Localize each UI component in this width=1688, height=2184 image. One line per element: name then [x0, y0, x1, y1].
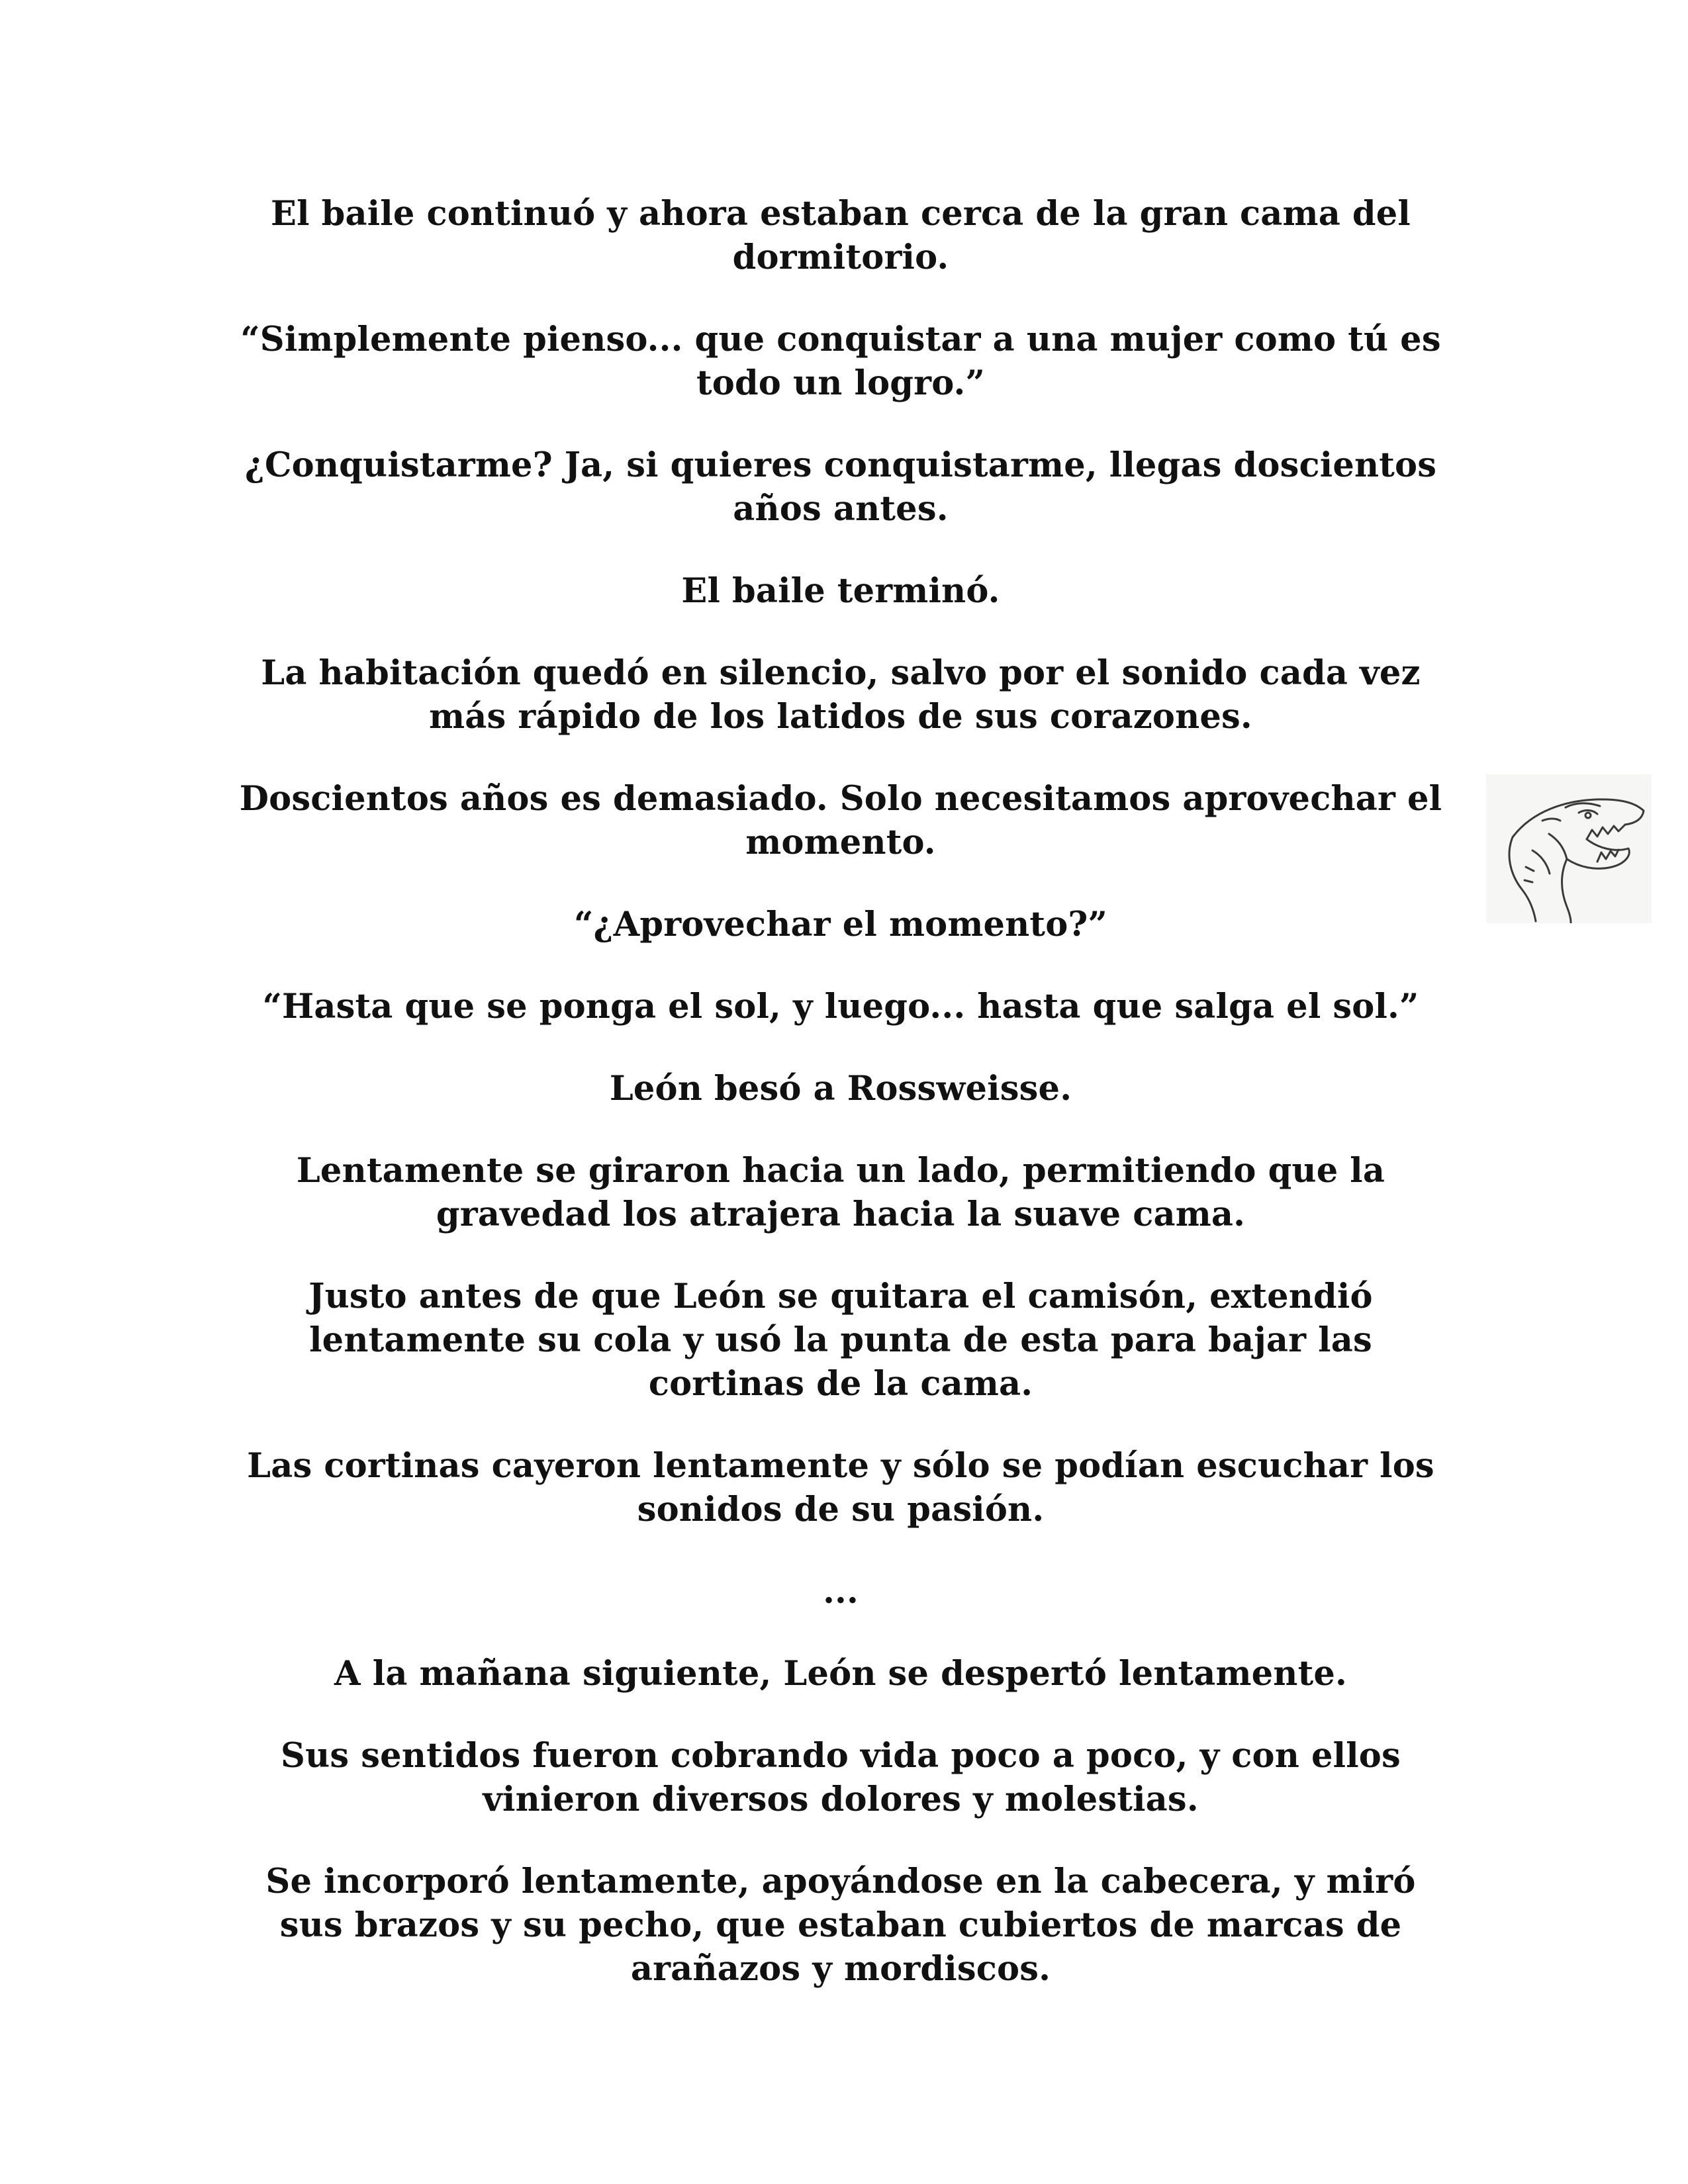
paragraph: El baile continuó y ahora estaban cerca de la gran cama del dormitorio.: [271, 194, 1411, 277]
scene-break: ...: [823, 1572, 859, 1612]
paragraph: Se incorporó lentamente, apoyándose en la cabecera, y miró sus brazos y su pecho, que estaban cubiertos de marcas de arañazos y mordiscos.: [265, 1862, 1416, 1989]
paragraph: Doscientos años es demasiado. Solo necesitamos aprovechar el momento.: [239, 779, 1442, 862]
paragraph: El baile terminó.: [681, 571, 1000, 611]
paragraph: Sus sentidos fueron cobrando vida poco a poco, y con ellos vinieron diversos dolores y molestias.: [281, 1736, 1401, 1819]
paragraph: La habitación quedó en silencio, salvo por el sonido cada vez más rápido de los latidos de sus corazones.: [261, 653, 1421, 737]
paragraph: ¿Conquistarme? Ja, si quieres conquistarme, llegas doscientos años antes.: [244, 445, 1437, 529]
paragraph: Lentamente se giraron hacia un lado, permitiendo que la gravedad los atrajera hacia la suave cama.: [296, 1151, 1385, 1234]
story-text: [225, 192, 1456, 2029]
paragraph: “Simplemente pienso... que conquistar a una mujer como tú es todo un logro.”: [240, 320, 1441, 403]
paragraph: A la mañana siguiente, León se despertó lentamente.: [334, 1654, 1347, 1694]
paragraph: León besó a Rossweisse.: [609, 1069, 1072, 1109]
paragraph: “Hasta que se ponga el sol, y luego... hasta que salga el sol.”: [262, 987, 1419, 1026]
dinosaur-head-sketch-icon: [1486, 774, 1652, 923]
paragraph: Justo antes de que León se quitara el camisón, extendió lentamente su cola y usó la punta de esta para bajar las cortinas de la cama.: [308, 1277, 1373, 1404]
paragraph: “¿Aprovechar el momento?”: [573, 905, 1108, 944]
paragraph: Las cortinas cayeron lentamente y sólo se podían escuchar los sonidos de su pasión.: [247, 1446, 1434, 1529]
